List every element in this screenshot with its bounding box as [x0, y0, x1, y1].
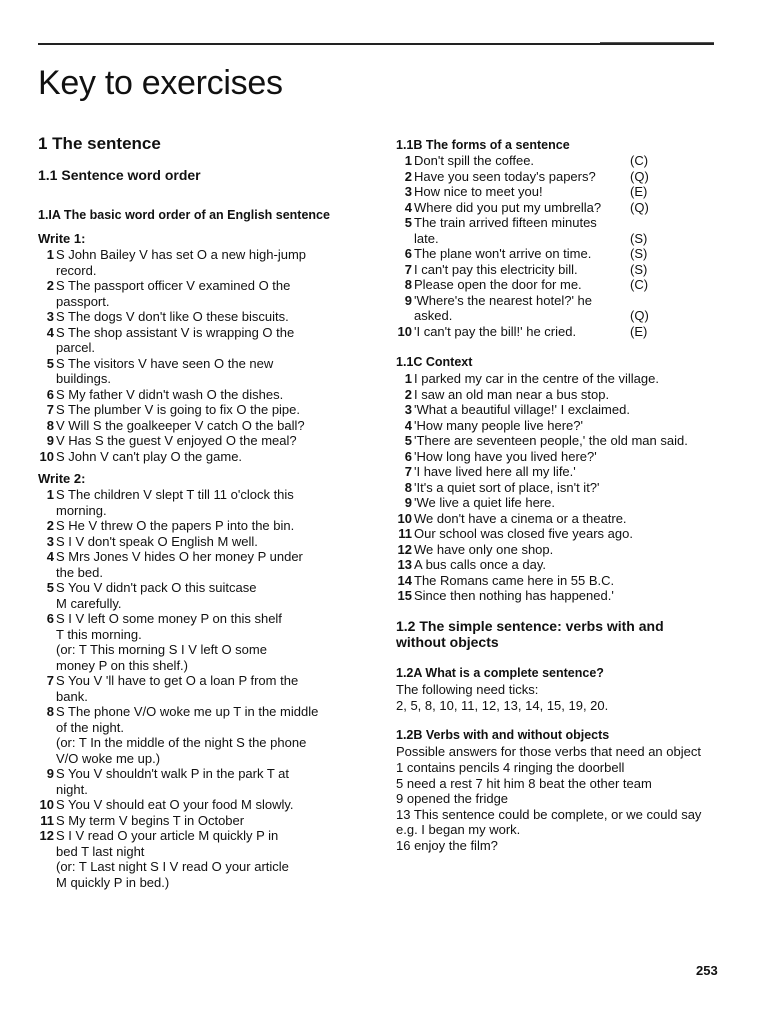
item-answer: (Q) [630, 168, 649, 184]
item-answer: (S) [630, 246, 648, 261]
answer-line: e.g. I began my work. [396, 822, 521, 837]
item-text: S You V 'll have to get O a loan P from the [56, 673, 299, 688]
item-text-cont: passport. [56, 293, 110, 309]
item-number: 2 [404, 168, 412, 184]
item-text: 'Where's the nearest hotel?' he [414, 292, 592, 308]
item-text: Have you seen today's papers? [414, 168, 596, 184]
item-number: 1 [404, 371, 412, 386]
item-number: 4 [46, 324, 54, 340]
item-number: 7 [404, 261, 412, 277]
item-number: 3 [404, 402, 412, 417]
item-number: 4 [46, 549, 54, 564]
exercise-heading-1-1a: 1.IA The basic word order of an English sentence [38, 208, 330, 222]
item-text: 'I can't pay the bill!' he cried. [414, 323, 577, 339]
item-number: 6 [46, 386, 54, 402]
item-number: 2 [46, 518, 54, 533]
item-text: S John V can't play O the game. [56, 448, 243, 464]
item-answer: (C) [630, 277, 649, 292]
page-title: Key to exercises [38, 64, 283, 102]
item-answer: (S) [630, 230, 648, 246]
answer-line: 5 need a rest 7 hit him 8 beat the other team [396, 775, 652, 791]
item-text: I can't pay this electricity bill. [414, 261, 578, 277]
item-number: 7 [46, 402, 54, 417]
item-number: 3 [46, 533, 54, 549]
item-number: 7 [46, 673, 54, 688]
answer-line: 1 contains pencils 4 ringing the doorbell [396, 760, 625, 775]
item-number: 11 [398, 526, 412, 541]
item-text-cont: buildings. [56, 371, 111, 386]
item-text: M quickly P in bed.) [56, 874, 170, 890]
section-1-2-heading-line2: without objects [396, 634, 499, 650]
item-text: V/O woke me up.) [56, 750, 161, 766]
item-text: Since then nothing has happened.' [414, 588, 614, 603]
item-text: (or: T In the middle of the night S the phone [56, 735, 307, 750]
item-text: night. [56, 781, 88, 797]
exercise-heading-1-1c: 1.1C Context [396, 355, 473, 369]
write2-label: Write 2: [38, 471, 86, 486]
item-text: S The children V slept T till 11 o'clock this [56, 487, 294, 502]
answer-line: 16 enjoy the film? [396, 837, 498, 853]
item-number: 6 [404, 448, 412, 464]
item-number: 2 [404, 386, 412, 402]
item-text: S The passport officer V examined O the [56, 278, 291, 293]
item-number: 4 [404, 199, 412, 215]
item-text: bank. [56, 688, 88, 704]
item-number: 11 [40, 812, 54, 828]
item-number: 10 [397, 510, 412, 526]
top-rule [38, 43, 714, 45]
item-number: 9 [46, 766, 54, 781]
item-text: S John Bailey V has set O a new high-jump [56, 247, 307, 262]
item-text: S I V read O your article M quickly P in [56, 828, 279, 843]
item-answer: (Q) [630, 199, 649, 215]
item-number: 2 [46, 278, 54, 293]
item-text: 'It's a quiet sort of place, isn't it?' [414, 479, 600, 495]
item-number: 13 [397, 557, 412, 572]
item-text: V Has S the guest V enjoyed O the meal? [56, 433, 297, 448]
item-answer: (C) [630, 153, 649, 168]
item-text: S The dogs V don't like O these biscuits. [56, 309, 289, 324]
item-answer: (Q) [630, 308, 649, 323]
item-text: T this morning. [56, 626, 142, 642]
item-number: 8 [46, 417, 54, 433]
item-text: (or: T Last night S I V read O your article [56, 859, 289, 874]
item-number: 8 [46, 704, 54, 719]
item-number: 3 [404, 184, 412, 199]
item-answer: (E) [630, 323, 648, 339]
item-text: We don't have a cinema or a theatre. [414, 510, 627, 526]
page-number: 253 [696, 963, 718, 978]
item-text: 'What a beautiful village!' I exclaimed. [414, 402, 630, 417]
ticks-list: 2, 5, 8, 10, 11, 12, 13, 14, 15, 19, 20. [396, 698, 609, 713]
item-number: 10 [397, 323, 412, 339]
item-text: V Will S the goalkeeper V catch O the ball? [56, 417, 305, 433]
item-text: S The plumber V is going to fix O the pipe. [56, 402, 301, 417]
ticks-intro: The following need ticks: [396, 682, 539, 697]
item-text: (or: T This morning S I V left O some [56, 642, 267, 657]
item-number: 14 [397, 572, 412, 588]
item-text: asked. [414, 308, 453, 323]
item-text: Please open the door for me. [414, 277, 582, 292]
item-answer: (S) [630, 261, 648, 277]
verbs-intro: Possible answers for those verbs that need an object [396, 744, 701, 759]
item-text: S You V should eat O your food M slowly. [56, 797, 294, 812]
item-text: morning. [56, 502, 107, 518]
item-number: 5 [46, 355, 54, 371]
item-text: Where did you put my umbrella? [414, 199, 602, 215]
item-text: The plane won't arrive on time. [414, 246, 592, 261]
item-text: S You V shouldn't walk P in the park T at [56, 766, 290, 781]
item-text-cont: parcel. [56, 340, 96, 355]
item-text: 'How many people live here?' [414, 417, 583, 433]
item-number: 1 [46, 247, 54, 262]
item-number: 6 [46, 611, 54, 626]
item-number: 5 [404, 215, 412, 230]
item-text: S I V don't speak O English M well. [56, 533, 258, 549]
item-text: The train arrived fifteen minutes [414, 215, 597, 230]
item-text: S He V threw O the papers P into the bin. [56, 518, 295, 533]
answer-line: 9 opened the fridge [396, 791, 509, 806]
write1-label: Write 1: [38, 231, 86, 246]
item-text: money P on this shelf.) [56, 657, 188, 673]
exercise-heading-1-1b: 1.1B The forms of a sentence [396, 138, 570, 152]
item-text: M carefully. [56, 595, 122, 611]
item-text-cont: record. [56, 262, 97, 278]
item-text: I parked my car in the centre of the village. [414, 371, 659, 386]
item-text: bed T last night [56, 843, 145, 859]
item-text: The Romans came here in 55 B.C. [414, 572, 615, 588]
item-number: 3 [46, 309, 54, 324]
item-text: S I V left O some money P on this shelf [56, 611, 282, 626]
item-answer: (E) [630, 184, 648, 199]
item-number: 7 [404, 464, 412, 479]
item-text: late. [414, 230, 439, 246]
item-number: 8 [404, 479, 412, 495]
item-text: 'We live a quiet life here. [414, 495, 555, 510]
section-1-2-heading-line1: 1.2 The simple sentence: verbs with and [396, 618, 664, 634]
item-text: We have only one shop. [414, 541, 554, 557]
item-text: Our school was closed five years ago. [414, 526, 633, 541]
item-number: 5 [46, 580, 54, 595]
item-number: 5 [404, 433, 412, 448]
item-number: 12 [397, 541, 412, 557]
subsection-heading: 1.1 Sentence word order [38, 167, 201, 183]
item-text: 'How long have you lived here?' [414, 448, 597, 464]
item-text: S The phone V/O woke me up T in the middle [56, 704, 319, 719]
item-number: 9 [404, 292, 412, 308]
section-heading: 1 The sentence [38, 134, 161, 153]
item-text: S You V didn't pack O this suitcase [56, 580, 257, 595]
item-number: 1 [46, 487, 54, 502]
item-text: S The visitors V have seen O the new [56, 355, 274, 371]
item-number: 4 [404, 417, 412, 433]
item-number: 10 [39, 797, 54, 812]
item-text: S My father V didn't wash O the dishes. [56, 386, 284, 402]
item-number: 6 [404, 246, 412, 261]
exercise-heading-1-2b: 1.2B Verbs with and without objects [396, 728, 610, 742]
item-number: 9 [404, 495, 412, 510]
item-text: 'There are seventeen people,' the old man said. [414, 433, 688, 448]
item-text: A bus calls once a day. [414, 557, 547, 572]
item-number: 9 [46, 433, 54, 448]
item-text: S Mrs Jones V hides O her money P under [56, 549, 303, 564]
item-text: How nice to meet you! [414, 184, 543, 199]
top-rule-accent [600, 42, 714, 43]
item-text: I saw an old man near a bus stop. [414, 386, 610, 402]
item-number: 10 [39, 448, 54, 464]
item-number: 12 [39, 828, 54, 843]
item-text: of the night. [56, 719, 124, 735]
item-text: 'I have lived here all my life.' [414, 464, 576, 479]
item-text: Don't spill the coffee. [414, 153, 535, 168]
item-number: 15 [397, 588, 412, 603]
item-text: the bed. [56, 564, 103, 580]
exercise-heading-1-2a: 1.2A What is a complete sentence? [396, 666, 604, 680]
item-text: S The shop assistant V is wrapping O the [56, 324, 295, 340]
item-number: 8 [404, 277, 412, 292]
answer-line: 13 This sentence could be complete, or we could say [396, 806, 702, 822]
item-text: S My term V begins T in October [56, 812, 245, 828]
item-number: 1 [404, 153, 412, 168]
